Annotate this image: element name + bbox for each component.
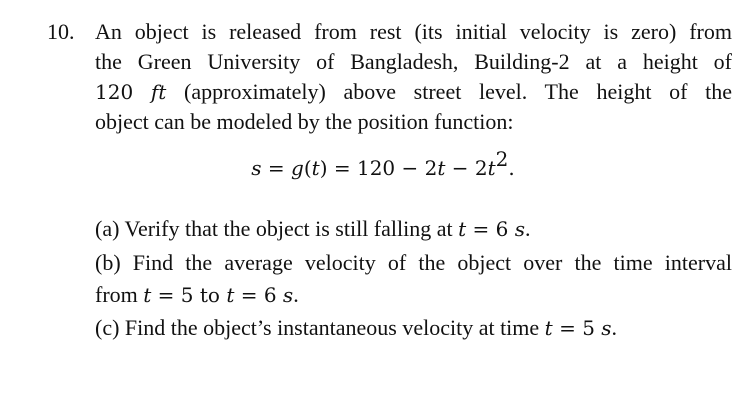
part-c-var: t [544,316,553,340]
part-a [95,214,732,244]
statement-line-2: the Green University of Bangladesh, Building-2 at a height of [95,49,732,74]
part-b-from: from [95,282,144,307]
height-value: 120 [95,80,134,104]
statement-line-3-text: (approximately) above street level. The height of the [184,79,733,104]
part-c [95,313,732,343]
eq-equals-1: = [261,156,292,180]
part-b-eq-2: = 6 [234,283,283,307]
problem-number: 10. [47,19,75,44]
height-unit: ft [150,80,167,104]
eq-end: . [508,156,515,180]
eq-lhs: s [251,156,262,180]
eq-exponent: 2 [495,147,509,171]
statement-line-4: object can be modeled by the position function: [95,109,514,134]
part-c-unit: s [601,316,612,340]
eq-paren-close: ) [319,156,328,180]
part-b-var-1: t [143,283,152,307]
part-b-eq-1: = 5 to [151,283,227,307]
problem-statement [95,17,732,137]
part-b-end: . [293,282,299,307]
part-c-end: . [611,315,618,340]
part-a-text: (a) Verify that the object is still falling at [95,216,459,241]
part-c-eq: = 5 [552,316,602,340]
eq-paren-open: ( [303,156,312,180]
part-a-var: t [458,217,467,241]
part-a-unit: s [514,217,525,241]
position-function-equation [0,147,746,183]
eq-t2: t [487,156,496,180]
eq-rhs-part-1: = 120 − 2 [327,156,438,180]
part-c-text: (c) Find the object’s instantaneous velocity at time [95,315,545,340]
eq-func: g [291,156,304,180]
statement-line-3 [95,77,732,107]
part-b-unit: s [282,283,294,307]
statement-line-1: An object is released from rest (its initial velocity is zero) from [95,19,732,44]
part-a-end: . [524,216,531,241]
part-b-var-2: t [226,283,235,307]
eq-arg: t [311,156,320,180]
eq-t1: t [437,156,446,180]
part-b [95,248,732,278]
part-a-eq: = 6 [466,217,515,241]
eq-minus: − 2 [445,156,488,180]
part-b-continued [95,280,732,310]
part-b-line-1: (b) Find the average velocity of the object over the time interval [95,250,732,275]
